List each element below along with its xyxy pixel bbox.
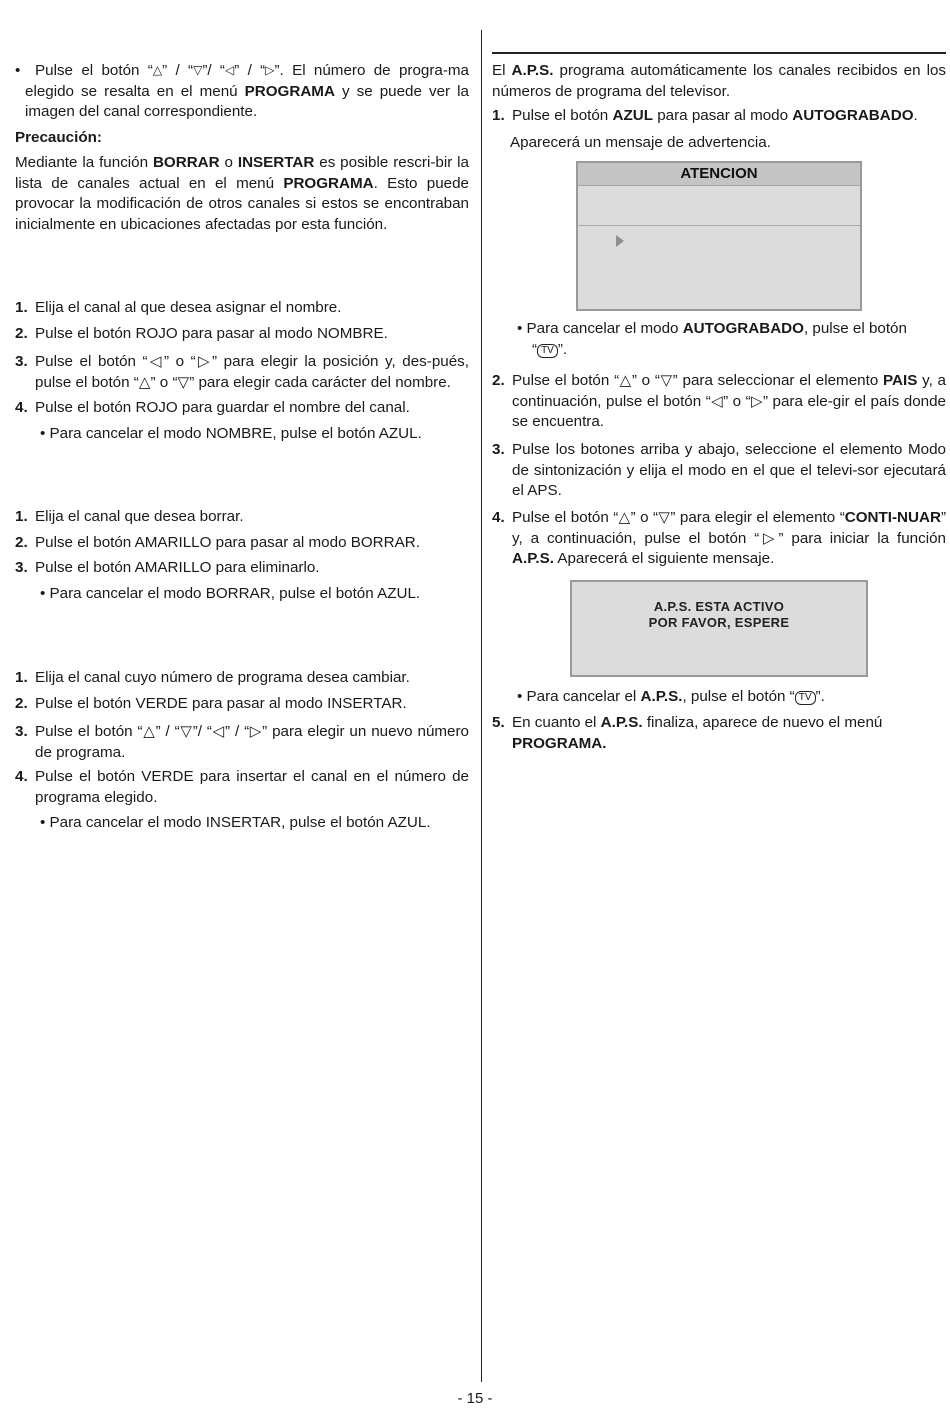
cancel-autograbado-note: • Para cancelar el modo AUTOGRABADO, pulse el botón “ TV ”. <box>517 320 907 358</box>
cancel-aps-note: • Para cancelar el A.P.S., pulse el botón “ TV ”. <box>517 688 825 705</box>
aps-step-4: 4. Pulse el botón “△” o “▽” para elegir el elemento “CONTI-NUAR” y, a continuación, pulse el botón “▷” para iniciar la función A.P.S. Aparecerá el siguiente mensaje. <box>492 509 946 567</box>
up-arrow-icon: △ <box>152 63 163 77</box>
aps-active-message-box <box>570 580 868 677</box>
list-item: 3. Pulse el botón “△” / “▽”/ “◁” / “▷” para elegir un nuevo número de programa. <box>15 723 469 761</box>
list-item: 2. Pulse el botón VERDE para pasar al modo INSERTAR. <box>15 694 407 712</box>
insert-steps <box>15 668 469 834</box>
list-item: 3. Pulse el botón AMARILLO para eliminarlo. <box>15 559 320 576</box>
name-steps <box>15 298 469 444</box>
down-arrow-icon: ▽ <box>193 63 203 77</box>
list-item: 3. Pulse el botón “◁” o “▷” para elegir la posición y, des-pués, pulse el botón “△” o “▽” para elegir cada carácter del nombre. <box>15 353 469 391</box>
list-item: 2. Pulse el botón AMARILLO para pasar al modo BORRAR. <box>15 533 420 551</box>
cancel-note: • Para cancelar el modo NOMBRE, pulse el botón AZUL. <box>40 424 422 442</box>
aps-step-5: 5. En cuanto el A.P.S. finaliza, aparece de nuevo el menú PROGRAMA. <box>492 714 883 752</box>
menu-pointer-icon <box>616 235 624 247</box>
cancel-note: • Para cancelar el modo BORRAR, pulse el botón AZUL. <box>40 584 421 602</box>
caution-title: Precaución: <box>15 129 102 146</box>
list-item: 1. Elija el canal al que desea asignar el nombre. <box>15 299 342 316</box>
tv-button-icon: TV <box>537 344 558 358</box>
intro-bullet: • Pulse el botón “△” / “▽”/ “◁” / “▷”. El número de progra-ma elegido se resalta en el menú PROGRAMA y se puede ver la imagen del canal correspondiente. <box>15 62 470 120</box>
aps-message-line-1: A.P.S. ESTA ACTIVO <box>653 599 785 614</box>
list-item: 4. Pulse el botón VERDE para insertar el canal en el número de programa elegido. <box>15 768 469 806</box>
warning-title: ATENCION <box>578 163 860 186</box>
tv-button-icon: TV <box>795 691 816 705</box>
right-arrow-icon: ▷ <box>265 63 275 77</box>
aps-intro: El A.P.S. programa automáticamente los canales recibidos en los números de programa del televisor. <box>492 62 946 100</box>
aps-step-1: 1. Pulse el botón AZUL para pasar al modo AUTOGRABADO. Aparecerá un mensaje de advertencia. <box>492 107 918 151</box>
aps-message-line-2: POR FAVOR, ESPERE <box>648 615 790 630</box>
list-item: 1. Elija el canal que desea borrar. <box>15 508 244 525</box>
list-item: 2. Pulse el botón ROJO para pasar al modo NOMBRE. <box>15 324 388 342</box>
column-divider <box>481 30 482 1382</box>
warning-dialog <box>576 161 862 311</box>
delete-steps <box>15 507 469 604</box>
list-item: 4. Pulse el botón ROJO para guardar el nombre del canal. <box>15 399 410 416</box>
aps-step-3: 3. Pulse los botones arriba y abajo, seleccione el elemento Modo de sintonización y elija el modo en el que el televi-sor ejecutará el APS. <box>492 441 946 499</box>
left-arrow-icon: ◁ <box>225 63 235 77</box>
page-number: - 15 - <box>457 1390 493 1407</box>
cancel-note: • Para cancelar el modo INSERTAR, pulse el botón AZUL. <box>40 814 431 831</box>
aps-step-2: 2. Pulse el botón “△” o “▽” para seleccionar el elemento PAIS y, a continuación, pulse el botón “◁” o “▷” para ele-gir el país donde se encuentra. <box>492 372 946 430</box>
caution-text: Mediante la función BORRAR o INSERTAR es posible rescri-bir la lista de canales actual en el menú PROGRAMA. Esto puede provocar la modificación de otros canales si estos se encontraban inicialmente en ubicaciones afectadas por esta función. <box>15 154 469 233</box>
list-item: 1. Elija el canal cuyo número de programa desea cambiar. <box>15 669 410 686</box>
right-column-top-rule <box>492 52 946 54</box>
